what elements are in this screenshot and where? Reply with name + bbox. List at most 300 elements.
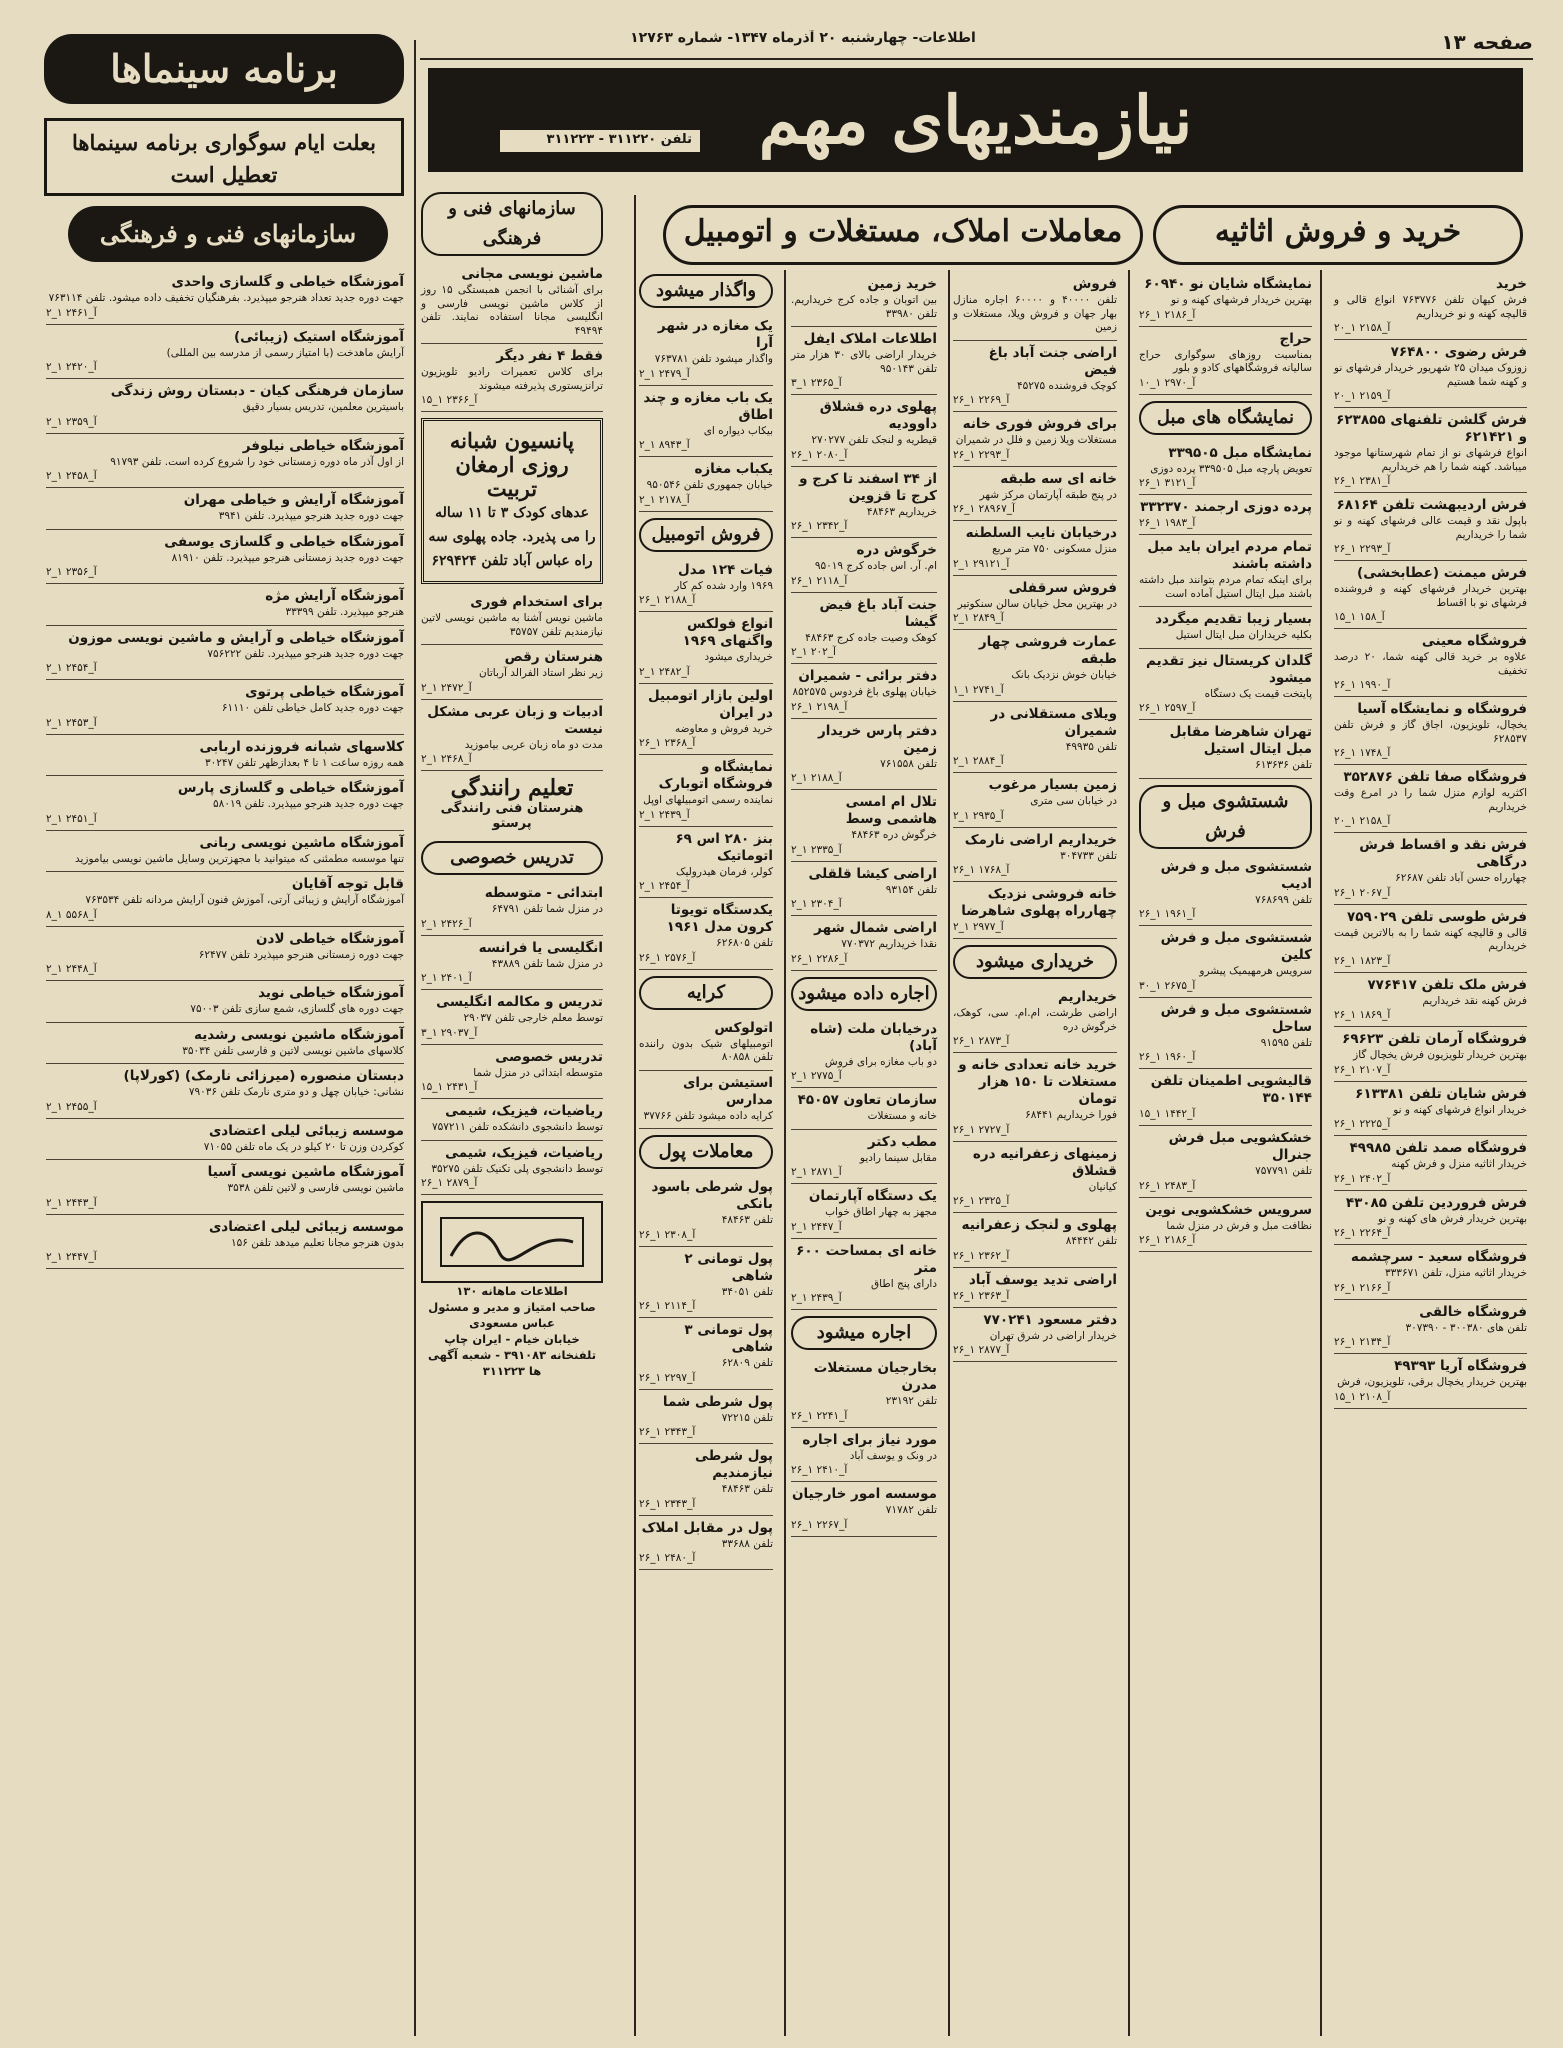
ad-code: آ_۲۱۷۸ ۱_۲ bbox=[639, 493, 690, 506]
ad-body: تلفن ۲۳۱۹۲ bbox=[885, 1395, 937, 1407]
header-rule bbox=[420, 58, 1533, 60]
classified-ad bbox=[639, 558, 773, 613]
ad-code: آ_۲۲۹۳ ۱_۲۶ bbox=[1334, 543, 1391, 555]
ad-body: در خیابان سی متری bbox=[1030, 795, 1117, 807]
classified-ad bbox=[791, 1184, 937, 1239]
classified-ad bbox=[953, 882, 1117, 939]
ad-body: در ونک و یوسف آباد bbox=[849, 1449, 937, 1462]
ad-heading: اراضی تدید یوسف آباد bbox=[968, 1271, 1117, 1288]
classified-ad bbox=[639, 457, 773, 512]
ad-body: توسط معلم خارجی تلفن ۲۹۰۳۷ bbox=[463, 1012, 603, 1024]
ad-heading: موسسه زیبائی لیلی اعتضادی bbox=[208, 1122, 404, 1139]
ad-heading: ماشین نویسی مجانی bbox=[461, 266, 603, 282]
banner-cultural: سازمانهای فنی و فرهنگی bbox=[68, 206, 388, 262]
classified-ad bbox=[1139, 272, 1312, 327]
ad-code: آ_۲۱۶۶ ۱_۲۶ bbox=[1334, 1281, 1391, 1294]
classified-ad bbox=[46, 379, 404, 434]
classified-ad bbox=[46, 1215, 404, 1270]
ad-heading: خرید زمین bbox=[867, 276, 937, 292]
ad-heading: موسسه امور خارجیان bbox=[791, 1486, 937, 1502]
ad-heading: سرویس خشکشویی نوین bbox=[1145, 1201, 1312, 1218]
classified-ad bbox=[46, 1023, 404, 1065]
ad-code: آ_۲۵۹۷ ۱_۲۶ bbox=[1139, 702, 1196, 714]
ad-code: آ_۲۴۴۳ ۱_۲ bbox=[46, 1196, 97, 1209]
classified-ad bbox=[46, 530, 404, 585]
cinema-notice: بعلت ایام سوگواری برنامه سینماها تعطیل است bbox=[44, 118, 404, 196]
ad-code: آ_۲۸۷۹ ۱_۲۶ bbox=[421, 1177, 478, 1189]
classified-ad bbox=[421, 881, 603, 936]
classified-ad bbox=[1139, 998, 1312, 1070]
ad-code: آ_۱۷۴۸ ۱_۲۶ bbox=[1334, 747, 1391, 759]
ad-heading: یک باب مغازه و چند اطاق bbox=[643, 389, 773, 423]
ad-code: آ_۲۴۵۱ ۱_۲ bbox=[46, 812, 97, 825]
ad-code: آ_۲۶۷۵ ۱_۳۰ bbox=[1139, 979, 1196, 992]
ad-code: آ_۲۱۸۸ ۱_۲ bbox=[791, 772, 842, 784]
ad-heading: اولین بازار اتومبیل در ایران bbox=[647, 687, 773, 721]
classified-ad bbox=[953, 702, 1117, 774]
ad-code: آ_۲۴۳۹ ۱_۲ bbox=[791, 1292, 842, 1304]
classified-ad bbox=[46, 1160, 404, 1215]
ad-body: برای آشنائی با انجمن همبستگی ۱۵ روز از کلاس ماشین نویسی فارسی و انگلیسی مجانا استفاده نمایند. تلفن ۴۹۴۹۴ bbox=[421, 284, 603, 337]
classified-ad bbox=[639, 612, 773, 684]
ad-code: آ_۲۴۲۶ ۱_۲ bbox=[421, 917, 472, 930]
ad-body: کوهک وصیت جاده کرج ۴۸۴۶۳ bbox=[805, 631, 937, 644]
classified-ad bbox=[791, 719, 937, 791]
ad-body: آرایش ماهدخت (با امتیاز رسمی از مدرسه بین المللی) bbox=[166, 346, 404, 359]
ad-body: باپول نقد و قیمت عالی فرشهای کهنه و نو شما را خریداریم bbox=[1334, 515, 1527, 541]
classified-ad bbox=[421, 344, 603, 412]
classified-ad bbox=[639, 1247, 773, 1319]
ad-heading: یک مغازه در شهر آرا bbox=[657, 318, 773, 351]
ad-code: آ_۲۴۳۱ ۱_۱۵ bbox=[421, 1081, 478, 1093]
ad-heading: برای فروش فوری خانه bbox=[962, 416, 1117, 432]
ad-heading: خریداریم اراضی نارمک bbox=[964, 831, 1117, 848]
ad-heading: آموزشگاه خیاطی و گلسازی یوسفی bbox=[164, 533, 404, 550]
ad-heading: فرش ملک تلفن ۷۷۶۴۱۷ bbox=[1367, 976, 1527, 993]
footer-phones: تلفنخانه ۳۹۱۰۸۳ - شعبه آگهی ها ۳۱۱۲۲۳ bbox=[427, 1348, 597, 1378]
ad-body: تلفن ۴۸۴۶۳ bbox=[721, 1214, 773, 1226]
ad-body: دو باب مغازه برای فروش bbox=[824, 1055, 937, 1068]
ad-heading: فروشگاه صمد تلفن ۴۹۹۸۵ bbox=[1349, 1140, 1527, 1156]
ad-code: آ_۲۴۴۷ ۱_۲ bbox=[791, 1220, 842, 1233]
classified-ad bbox=[639, 898, 773, 970]
ad-body: زیر نظر استاد الفرالد آرباتان bbox=[478, 667, 603, 679]
ad-body: نشانی: خیابان چهل و دو متری نارمک تلفن ۷۹۰۳۶ bbox=[188, 1086, 404, 1098]
ad-code: آ_۲۱۵۸ ۱_۲۰ bbox=[1334, 322, 1391, 334]
classified-ad bbox=[1334, 1354, 1527, 1409]
classified-ad bbox=[791, 395, 937, 467]
ad-heading: فرش شایان تلفن ۶۱۳۳۸۱ bbox=[1355, 1085, 1527, 1102]
classified-ad bbox=[953, 1308, 1117, 1363]
banner-buy-sell: خرید و فروش اثاثیه bbox=[1153, 205, 1523, 265]
banner-sold: واگذار میشود bbox=[639, 274, 773, 308]
ad-code: آ_۲۳۴۳ ۱_۲۶ bbox=[639, 1497, 696, 1510]
ad-code: آ_۲۴۶۱ ۱_۲ bbox=[46, 306, 97, 319]
masthead-phones: تلفن ۳۱۱۲۲۰ - ۳۱۱۲۲۳ bbox=[500, 130, 700, 152]
ad-code: آ_۲۹۰۳۷ ۱_۳ bbox=[421, 1026, 478, 1039]
ad-body: اراضی طرشت، ام.ام. سی، کوهک، خرگوش دره bbox=[953, 1007, 1117, 1033]
classified-ad bbox=[953, 828, 1117, 883]
classified-ad bbox=[953, 1142, 1117, 1214]
ad-code: آ_۲۸۴۹ ۱_۲ bbox=[953, 612, 1004, 624]
banner-rent-wanted: اجاره میشود bbox=[791, 1316, 937, 1350]
ad-heading: دفتر مسعود ۷۷۰۲۴۱ bbox=[983, 1311, 1117, 1328]
classified-ad bbox=[1139, 327, 1312, 395]
ad-body: باسیترین معلمین، تدریس بسیار دقیق bbox=[242, 401, 404, 413]
ad-heading: تدریس و مکالمه انگلیسی bbox=[436, 994, 603, 1010]
classified-ad bbox=[1334, 272, 1527, 340]
ad-code: آ_۲۱۸۶ ۱_۲۶ bbox=[1139, 1234, 1196, 1246]
ad-heading: آموزشگاه خیاطی لادن bbox=[256, 930, 404, 947]
ad-heading: آموزشگاه خیاطی نوید bbox=[258, 985, 404, 1001]
ad-body: قیطریه و لنجک تلفن ۲۷۰۲۷۷ bbox=[811, 434, 937, 446]
ad-heading: گلدان کریستال نیز تقدیم میشود bbox=[1146, 652, 1312, 686]
classified-ad bbox=[1334, 1191, 1527, 1246]
ad-heading: جنت آباد باغ فیض گیشا bbox=[819, 596, 937, 630]
ad-body: توسط دانشجوی دانشکده تلفن ۷۵۷۲۱۱ bbox=[431, 1121, 603, 1133]
classified-ad bbox=[421, 936, 603, 991]
ad-heading: خرید خانه تعدادی خانه و مستغلات تا ۱۵۰ هزار تومان bbox=[958, 1057, 1117, 1107]
ad-code: آ_۲۴۵۸ ۱_۲ bbox=[46, 470, 97, 482]
classified-ad bbox=[1334, 1082, 1527, 1137]
ad-heading: آموزشگاه خیاطی پرتوی bbox=[245, 684, 404, 700]
ad-body: خیابان پهلوی باغ فردوس ۸۵۲۵۷۵ bbox=[792, 686, 937, 698]
ad-code: آ_۲۴۸۲ ۱_۲ bbox=[639, 665, 690, 678]
footer-logo-text: اطلاعات ماهانه ۱۳۰ bbox=[456, 1284, 568, 1298]
ad-body: خیابان جمهوری تلفن ۹۵۰۵۴۶ bbox=[646, 479, 773, 491]
classified-ad bbox=[791, 593, 937, 665]
ad-body: جهت دوره جدید هنرجو میپذیرد. تلفن ۳۹۴۱ bbox=[218, 510, 404, 522]
ad-body: بین اتوبان و جاده کرج خریداریم. تلفن ۳۳۹۸۰ bbox=[791, 294, 937, 320]
classified-ad bbox=[791, 664, 937, 719]
ad-code: آ_۲۴۱۰ ۱_۲۶ bbox=[791, 1464, 848, 1476]
ad-code: آ_۲۴۴۷ ۱_۲ bbox=[46, 1251, 97, 1263]
ad-heading: بنز ۲۸۰ اس ۶۹ اتوماتیک bbox=[675, 830, 773, 864]
ad-body: برای کلاس تعمیرات رادیو تلویزیون ترانزیستوری پذیرفته میشوند bbox=[421, 366, 603, 392]
ad-body: خانه و مستغلات bbox=[867, 1110, 937, 1122]
ad-body: خریدار اثاثیه منزل، تلفن ۳۳۳۶۷۱ bbox=[1385, 1267, 1527, 1279]
classified-ad bbox=[1334, 905, 1527, 973]
ad-code: آ_۲۱۳۴ ۱_۲۶ bbox=[1334, 1336, 1391, 1348]
ad-body: جهت دوره جدید تعداد هنرجو میپذیرد. بفرهنگیان تخفیف داده میشود. تلفن ۷۶۳۱۱۴ bbox=[48, 292, 404, 304]
ad-heading: آموزشگاه ماشین نویسی ربانی bbox=[199, 834, 404, 851]
ad-body: تلفن ۷۱۷۸۲ bbox=[885, 1504, 937, 1516]
ad-body: ماشین نویسی فارسی و لاتین تلفن ۳۵۳۸ bbox=[227, 1182, 404, 1194]
ad-body: تلفن ۷۵۷۷۹۱ bbox=[1255, 1165, 1312, 1177]
ad-heading: یکباب مغازه bbox=[694, 461, 773, 477]
ad-heading: دفتر پارس خریدار زمین bbox=[817, 722, 937, 756]
classified-ad bbox=[1334, 765, 1527, 833]
ad-heading: فروشگاه آریا ۴۹۳۹۳ bbox=[1394, 1358, 1527, 1374]
ad-body: هنرجو میپذیرد. تلفن ۳۳۳۹۹ bbox=[285, 606, 404, 618]
ad-body: فورا خریداریم ۶۸۴۴۱ bbox=[1025, 1109, 1117, 1121]
ad-body: تلفن ۷۲۲۱۵ bbox=[721, 1411, 773, 1424]
ad-code: آ_۲۱۵۸ ۱_۲۰ bbox=[1334, 815, 1391, 827]
ad-code: آ_۲۹۱۲۱ ۱_۲ bbox=[953, 557, 1010, 570]
classified-ad bbox=[1139, 1126, 1312, 1198]
ad-body: تعویض پارچه مبل ۳۳۹۵۰۵ پرده دوزی bbox=[1150, 462, 1312, 475]
classified-ad bbox=[46, 735, 404, 777]
ad-code: آ_۲۵۷۶ ۱_۲۶ bbox=[639, 951, 696, 964]
ad-code: آ_۲۴۰۲ ۱_۲۶ bbox=[1334, 1172, 1391, 1185]
ad-code: آ_۸۹۴۳ ۱_۲ bbox=[639, 439, 690, 451]
classified-ad bbox=[791, 327, 937, 395]
classified-ad bbox=[1334, 697, 1527, 765]
ad-body: زوزوک میدان ۲۵ شهریور خریدار فرشهای نو و کهنه شما هستیم bbox=[1334, 362, 1527, 388]
ad-body: خریداری میشود bbox=[704, 651, 773, 663]
ad-heading: از ۳۴ اسفند تا کرج و کرج تا قزوین bbox=[799, 470, 937, 504]
ad-body: آموزشگاه آرایش و زیبائی آرتی، آموزش فنون آرایش مردانه تلفن ۷۶۳۵۳۴ bbox=[85, 894, 404, 906]
ad-heading: فروشگاه آرمان تلفن ۶۹۶۲۳ bbox=[1342, 1031, 1527, 1047]
ad-body: مقابل سینما رادیو bbox=[859, 1151, 937, 1164]
classified-ad bbox=[1334, 833, 1527, 905]
classified-ad bbox=[639, 1444, 773, 1516]
classified-ad bbox=[639, 1175, 773, 1247]
ad-code: آ_۲۹۷۰ ۱_۱۰ bbox=[1139, 376, 1196, 389]
ad-code: آ_۱۹۶۰ ۱_۲۶ bbox=[1139, 1051, 1196, 1063]
classified-ad bbox=[1139, 649, 1312, 721]
ad-heading: هنرستان رقص bbox=[504, 649, 603, 665]
ad-heading: تمام مردم ایران باید مبل داشته باشند bbox=[1147, 539, 1312, 572]
ad-code: آ_۱۸۶۹ ۱_۲۶ bbox=[1334, 1009, 1391, 1021]
classified-ad bbox=[953, 985, 1117, 1053]
ad-heading: قالیشویی اطمینان تلفن ۳۵۰۱۴۴ bbox=[1150, 1073, 1312, 1106]
ad-code: آ_۲۹۷۷ ۱_۲ bbox=[953, 921, 1004, 933]
ad-heading: آموزشگاه ماشین نویسی رشدیه bbox=[194, 1026, 404, 1043]
page-number: صفحه ۱۳ bbox=[1441, 30, 1533, 54]
ad-code: آ_۲۳۶۶ ۱_۱۵ bbox=[421, 394, 478, 406]
ad-body: کولر، فرمان هیدرولیک bbox=[676, 865, 773, 878]
ad-heading: پول تومانی ۳ شاهی bbox=[684, 1322, 773, 1355]
classified-ad bbox=[421, 1045, 603, 1100]
ad-heading: فرش اردیبهشت تلفن ۶۸۱۶۴ bbox=[1336, 497, 1527, 513]
classified-ad bbox=[639, 1071, 773, 1130]
ad-body: فرش کیهان تلفن ۷۶۳۷۷۶ انواع قالی و قالیچه کهنه و نو خریداریم bbox=[1334, 294, 1527, 320]
ad-body: تلفن ۹۱۵۹۵ bbox=[1260, 1036, 1312, 1049]
classified-ad bbox=[46, 626, 404, 681]
classified-ad bbox=[791, 790, 937, 862]
ad-heading: شستشوی مبل و فرش کلین bbox=[1160, 930, 1312, 963]
ad-body: بدون هنرجو مجانا تعلیم میدهد تلفن ۱۵۶ bbox=[231, 1236, 404, 1249]
ad-heading: آموزشگاه آرایش مژه bbox=[265, 588, 404, 604]
ad-heading: خانه ای سه طبقه bbox=[1000, 470, 1117, 487]
driving-body: هنرستان فنی رانندگی پرستو bbox=[440, 801, 584, 831]
ad-heading: انواع فولکس واگنهای ۱۹۶۹ bbox=[682, 616, 773, 649]
ad-body: تلفن ۴۸۴۶۳ bbox=[721, 1483, 773, 1495]
ad-heading: آموزشگاه خیاطی و آرایش و ماشین نویسی موزون bbox=[68, 629, 404, 646]
ad-code: آ_۲۸۷۱ ۱_۲ bbox=[791, 1166, 842, 1178]
ad-body: خریداریم ۴۸۴۶۳ bbox=[866, 505, 937, 518]
classified-ad bbox=[46, 488, 404, 530]
ad-body: خریدار اراضی در شرق تهران bbox=[989, 1329, 1117, 1342]
column-cars bbox=[633, 272, 779, 2042]
ad-code: آ_۲۱۸۸ ۱_۲۶ bbox=[639, 594, 696, 606]
ad-body: چهارراه حسن آباد تلفن ۶۲۶۸۷ bbox=[1395, 872, 1527, 884]
ad-heading: خرید bbox=[1496, 276, 1527, 292]
classified-ad bbox=[791, 916, 937, 971]
classified-ad bbox=[421, 1141, 603, 1196]
ad-code: آ_۲۴۸۰ ۱_۲۶ bbox=[639, 1552, 696, 1564]
ad-heading: اتولوکس bbox=[714, 1019, 773, 1036]
ad-body: مجهز به چهار اطاق خواب bbox=[825, 1206, 937, 1218]
classified-ad bbox=[953, 576, 1117, 631]
ad-code: آ_۲۱۸۶ ۱_۲۶ bbox=[1139, 308, 1196, 321]
classified-ad bbox=[791, 1239, 937, 1311]
ad-code: آ_۲۳۶۵ ۱_۳ bbox=[791, 377, 842, 389]
classified-ad bbox=[1139, 720, 1312, 779]
ad-code: آ_۲۴۳۹ ۱_۲ bbox=[639, 808, 690, 821]
ad-body: یخچال، تلویزیون، اجاق گاز و فرش تلفن ۶۲۸۵۳۷ bbox=[1334, 719, 1527, 745]
classified-ad bbox=[1334, 561, 1527, 629]
classified-ad bbox=[1334, 493, 1527, 561]
ad-code: آ_۳۱۲۱ ۱_۲۶ bbox=[1139, 477, 1196, 489]
ad-body: تلفن ۳۴۰۵۱ bbox=[721, 1285, 773, 1298]
ad-body: تلفن ۴۹۹۳۵ bbox=[1065, 740, 1117, 753]
ad-heading: فرش فروردین تلفن ۴۳۰۸۵ bbox=[1345, 1194, 1527, 1211]
ad-heading: مورد نیاز برای اجاره bbox=[802, 1431, 937, 1448]
ad-code: آ_۲۲۸۶ ۱_۲۶ bbox=[791, 952, 848, 965]
ad-heading: اراضی شمال شهر bbox=[814, 920, 937, 936]
ad-heading: فروش bbox=[1072, 276, 1117, 292]
logo-icon bbox=[437, 1212, 587, 1272]
ad-code: آ_۲۳۲۵ ۱_۲۶ bbox=[953, 1195, 1010, 1207]
ad-code: آ_۲۳۵۹ ۱_۲ bbox=[46, 415, 97, 428]
ad-body: علاوه بر خرید قالی کهنه شما، ۲۰ درصد تخفیف bbox=[1334, 651, 1528, 677]
ad-body: متوسطه ابتدائی در منزل شما bbox=[473, 1066, 603, 1079]
classified-ad bbox=[1139, 607, 1312, 649]
classified-ad bbox=[639, 1516, 773, 1571]
classified-ad bbox=[46, 1119, 404, 1161]
ad-heading: انگلیسی یا فرانسه bbox=[478, 939, 603, 956]
banner-for-rent: اجاره داده میشود bbox=[791, 977, 937, 1011]
ad-heading: فرش میمنت (عطابخشی) bbox=[1357, 565, 1527, 581]
classified-ad bbox=[46, 927, 404, 982]
ad-code: آ_۲۴۰۱ ۱_۲ bbox=[421, 972, 472, 984]
ettelaat-logo bbox=[421, 1201, 603, 1283]
ad-heading: ویلای مستقلانی در شمیران bbox=[990, 705, 1117, 739]
ad-code: آ_۲۱۹۸ ۱_۲۶ bbox=[791, 700, 848, 713]
ad-body: جهت دوره جدید کامل خیاطی تلفن ۶۱۱۱۰ bbox=[221, 702, 404, 714]
ad-heading: پهلوی دره قشلاق داوودیه bbox=[819, 399, 937, 432]
ad-code: آ_۱۹۸۳ ۱_۲۶ bbox=[1139, 517, 1196, 529]
classified-ad bbox=[639, 314, 773, 386]
classified-ad bbox=[421, 645, 603, 700]
classified-ad bbox=[953, 630, 1117, 702]
ad-body: تلفن ۹۳۱۵۴ bbox=[885, 883, 937, 896]
classified-ad bbox=[791, 1088, 937, 1130]
ad-heading: مطب دکتر bbox=[867, 1133, 937, 1150]
ad-heading: ریاضیات، فیزیک، شیمی bbox=[445, 1103, 603, 1119]
ad-code: آ_۲۴۵۴ ۱_۲ bbox=[639, 880, 690, 892]
ad-code: آ_۱۸۲۳ ۱_۲۶ bbox=[1334, 954, 1391, 967]
ad-heading: فرش نقد و اقساط فرش درگاهی bbox=[1359, 837, 1527, 870]
ad-code: آ_۲۳۶۸ ۱_۲۶ bbox=[639, 737, 696, 749]
ad-body: خیابان خوش نزدیک بانک bbox=[1011, 669, 1117, 681]
ad-heading: آموزشگاه خیاطی و گلسازی پارس bbox=[177, 780, 404, 796]
ad-code: آ_۲۲۲۵ ۱_۲۶ bbox=[1334, 1118, 1391, 1130]
classified-ad bbox=[953, 467, 1117, 522]
column-rule bbox=[1128, 270, 1130, 2036]
ad-body: جهت دوره جدید هنرجو میپذیرد. تلفن ۷۵۶۲۲۲ bbox=[207, 647, 404, 660]
classified-ad bbox=[46, 434, 404, 489]
classified-ad bbox=[953, 341, 1117, 413]
ad-heading: آموزشگاه ماشین نویسی آسیا bbox=[207, 1164, 404, 1180]
classified-ad bbox=[953, 1053, 1117, 1142]
ad-heading: تدریس خصوصی bbox=[495, 1048, 603, 1065]
ad-code: آ_۲۸۸۴ ۱_۲ bbox=[953, 755, 1004, 767]
classified-ad bbox=[791, 272, 937, 327]
banner-real-estate: معاملات املاک، مستغلات و اتومبیل bbox=[663, 205, 1143, 265]
classified-ad bbox=[791, 1130, 937, 1185]
ad-code: آ_۲۸۷۳ ۱_۲۶ bbox=[953, 1035, 1010, 1047]
ad-body: جهت دوره زمستانی هنرجو میپذیرد تلفن ۶۲۴۷۷ bbox=[198, 948, 404, 961]
ad-code: آ_۲۲۶۹ ۱_۲۶ bbox=[953, 394, 1010, 406]
classified-ad bbox=[1139, 441, 1312, 496]
ad-code: آ_۲۸۹۶۷ ۱_۲۶ bbox=[953, 503, 1015, 515]
classified-ad bbox=[421, 990, 603, 1045]
ad-code: آ_۲۱۰۸ ۱_۱۵ bbox=[1334, 1390, 1391, 1403]
ad-heading: زمین بسیار مرغوب bbox=[988, 777, 1117, 793]
column-rule bbox=[1320, 270, 1322, 2036]
ad-body: کلاسهای ماشین نویسی لاتین و فارسی تلفن ۳۵۰۳۴ bbox=[182, 1044, 404, 1057]
ad-body: فرش کهنه نقد خریداریم bbox=[1422, 994, 1527, 1007]
classified-ad bbox=[46, 325, 404, 380]
ad-code: آ_۲۳۴۲ ۱_۲۶ bbox=[791, 520, 848, 532]
ad-body: دارای پنج اطاق bbox=[871, 1277, 937, 1290]
classified-ad bbox=[1334, 1136, 1527, 1191]
classified-ad bbox=[953, 521, 1117, 576]
classified-ad bbox=[953, 412, 1117, 467]
ad-code: آ_۲۳۸۱ ۱_۲۶ bbox=[1334, 475, 1391, 487]
ad-code: آ_۲۳۰۴ ۱_۲ bbox=[791, 898, 842, 910]
ad-body: بهترین خریدار فرشهای کهنه و نو bbox=[1171, 294, 1312, 306]
ad-heading: فروش سرقفلی bbox=[1008, 579, 1117, 596]
ad-heading: فقط ۴ نفر دیگر bbox=[496, 348, 603, 364]
ad-heading: ریاضیات، فیزیک، شیمی bbox=[445, 1144, 603, 1161]
ad-code: آ_۲۱۱۸ ۱_۲۶ bbox=[791, 574, 848, 587]
ad-body: سرویس هرمهیمیک پیشرو bbox=[1199, 965, 1312, 977]
classified-ad bbox=[953, 1213, 1117, 1268]
classified-ad bbox=[639, 1016, 773, 1071]
ad-heading: اراضی کیشا قلقلی bbox=[808, 865, 937, 882]
classified-ad bbox=[421, 1099, 603, 1141]
classified-ad bbox=[46, 270, 404, 325]
ad-heading: تلال ام امسی هاشمی وسط bbox=[845, 794, 937, 827]
column-land bbox=[785, 272, 943, 2042]
ad-body: تلفن ۳۳۶۸۸ bbox=[721, 1537, 773, 1550]
classified-ad bbox=[953, 1268, 1117, 1308]
ad-body: تلفن ۶۲۶۸۰۵ bbox=[716, 937, 773, 949]
ad-body: جهت دوره جدید هنرجو میپذیرد. تلفن ۵۸۰۱۹ bbox=[213, 798, 404, 810]
ad-heading: فروشگاه صفا تلفن ۳۵۲۸۷۶ bbox=[1343, 769, 1527, 785]
ad-heading: خریداریم bbox=[1057, 989, 1117, 1005]
ad-heading: قابل توجه آقایان bbox=[291, 876, 404, 892]
ad-heading: فیات ۱۲۴ مدل bbox=[678, 561, 773, 578]
ad-body: جهت دوره های گلسازی، شمع سازی تلفن ۷۵۰۰۳ bbox=[190, 1003, 404, 1015]
classified-ad bbox=[791, 1017, 937, 1089]
ad-heading: پول در مقابل املاک bbox=[641, 1519, 773, 1536]
ad-code: آ_۲۱۰۷ ۱_۲۶ bbox=[1334, 1063, 1391, 1076]
ad-body: نماینده رسمی اتومبیلهای اوپل bbox=[643, 794, 773, 806]
ad-body: برای اینکه تمام مردم بتوانند مبل داشته باشند مبل ایتال استیل آماده است bbox=[1139, 574, 1312, 600]
ad-code: آ_۲۷۴۱ ۱_۱ bbox=[953, 683, 1004, 696]
driving-box bbox=[421, 771, 603, 835]
ad-body: تلفن ۸۴۴۴۲ bbox=[1065, 1235, 1117, 1247]
classified-ad bbox=[953, 272, 1117, 341]
ad-body: انواع فرشهای نو از تمام شهرستانها موجود میباشد. کهنه شما را هم خریداریم bbox=[1334, 447, 1527, 473]
footer-address: خیابان خیام - ایران چاپ bbox=[444, 1332, 580, 1346]
classified-ad bbox=[421, 590, 603, 645]
